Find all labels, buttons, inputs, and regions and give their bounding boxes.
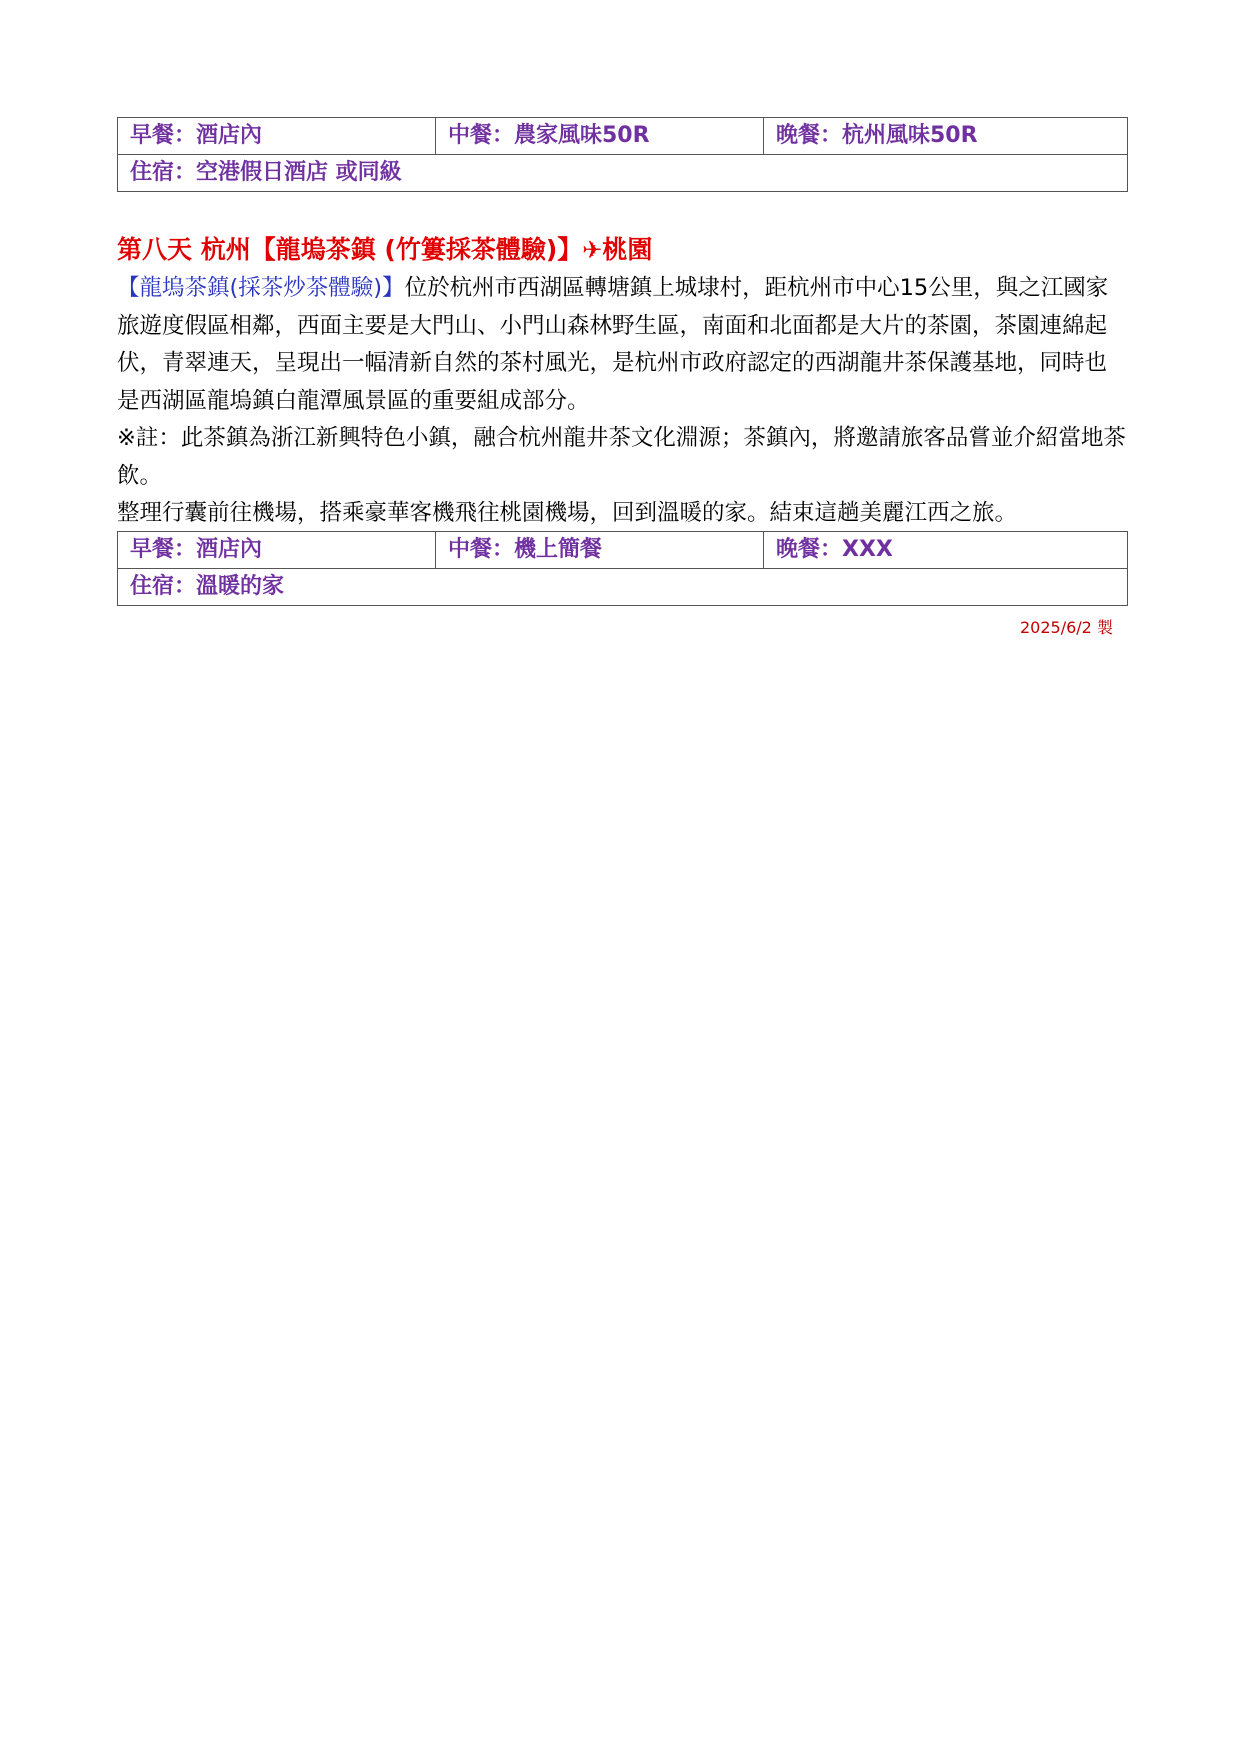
intro-paragraph <box>117 270 1129 420</box>
day8-title <box>117 230 652 270</box>
intro-text: 位於杭州市西湖區轉塘鎮上城埭村，距杭州市中心15公里，與之江國家旅遊度假區相鄰，西面主要是大門山、小門山森林野生區，南面和北面都是大片的茶園，茶園連綿起伏，青翠連天，呈現出一幅清新自然的茶村風光，是杭州市政府認定的西湖龍井茶保護基地，同時也是西湖區龍塢鎮白龍潭風景區的重要組成部分。 <box>117 275 1109 414</box>
day8-title-destination: 桃園 <box>602 235 653 264</box>
breakfast-cell: 早餐：酒店內 <box>118 532 436 569</box>
meals-table-day8 <box>117 531 1128 606</box>
day8-description <box>117 270 1129 533</box>
dinner-cell: 晚餐：杭州風味50R <box>764 118 1128 155</box>
dinner-cell: 晚餐：XXX <box>764 532 1128 569</box>
note-paragraph: ※註：此茶鎮為浙江新興特色小鎮，融合杭州龍井茶文化淵源；茶鎮內，將邀請旅客品嘗並介紹當地茶飲。 <box>117 425 1126 489</box>
lunch-cell: 中餐：農家風味50R <box>436 118 764 155</box>
lodging-cell: 住宿：溫暖的家 <box>118 569 1128 606</box>
lodging-cell: 住宿：空港假日酒店 或同級 <box>118 155 1128 192</box>
date-made-label: 2025/6/2 製 <box>1020 618 1113 637</box>
lunch-cell: 中餐：機上簡餐 <box>436 532 764 569</box>
meals-table-day7 <box>117 117 1128 192</box>
attraction-highlight: 【龍塢茶鎮(採茶炒茶體驗)】 <box>117 275 405 301</box>
breakfast-cell: 早餐：酒店內 <box>118 118 436 155</box>
day8-title-text: 第八天 杭州【龍塢茶鎮 (竹簍採茶體驗)】 <box>117 235 583 264</box>
closing-paragraph: 整理行囊前往機場，搭乘豪華客機飛往桃園機場，回到溫暖的家。結束這趟美麗江西之旅。 <box>117 500 1018 526</box>
airplane-icon: ✈ <box>582 236 603 264</box>
